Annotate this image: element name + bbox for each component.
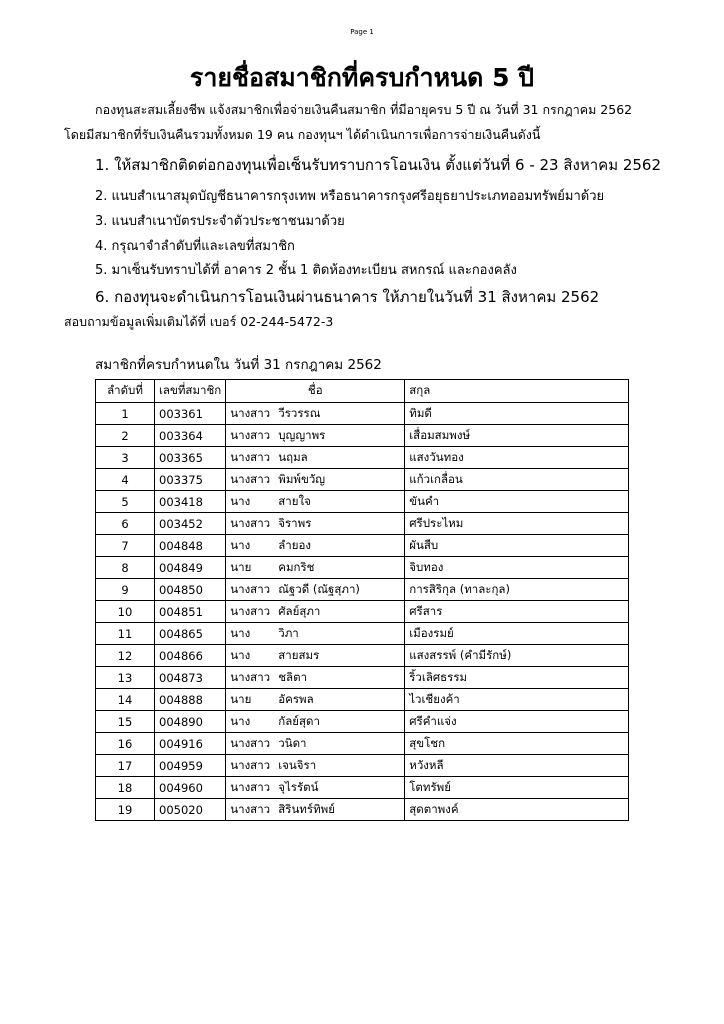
row-surname: ไวเชียงค้า (405, 689, 629, 711)
row-surname: แสงวันทอง (405, 447, 629, 469)
row-surname: การสิริกุล (ทาละกุล) (405, 579, 629, 601)
table-row (96, 711, 629, 733)
table-row (96, 491, 629, 513)
row-surname: ทิมดี (405, 403, 629, 425)
row-name: ชลิตา (274, 667, 405, 689)
row-order: 13 (96, 667, 155, 689)
row-title: นางสาว (226, 469, 275, 491)
row-order: 17 (96, 755, 155, 777)
row-member-id: 004888 (155, 689, 226, 711)
table-subtitle: สมาชิกที่ครบกำหนดใน วันที่ 31 กรกฎาคม 2562 (95, 357, 382, 373)
row-name: จิราพร (274, 513, 405, 535)
row-name: นฤมล (274, 447, 405, 469)
row-surname: เสื่อมสมพงษ์ (405, 425, 629, 447)
row-surname: จิบทอง (405, 557, 629, 579)
row-title: นางสาว (226, 601, 275, 623)
row-name: ณัฐวดี (ณัฐสุภา) (274, 579, 405, 601)
header-surname: สกุล (405, 380, 629, 403)
table-row (96, 733, 629, 755)
row-title: นาย (226, 689, 275, 711)
row-surname: ผันสืบ (405, 535, 629, 557)
row-title: นางสาว (226, 425, 275, 447)
row-member-id: 005020 (155, 799, 226, 821)
row-surname: ขันคำ (405, 491, 629, 513)
table-row (96, 403, 629, 425)
row-surname: แก้วเกลื่อน (405, 469, 629, 491)
row-surname: ศรีคำแจ่ง (405, 711, 629, 733)
row-surname: ศรีสาร (405, 601, 629, 623)
table-row (96, 777, 629, 799)
row-surname: สุดตาพงค์ (405, 799, 629, 821)
row-name: จุไรรัตน์ (274, 777, 405, 799)
row-name: พิมพ์ขวัญ (274, 469, 405, 491)
instruction-item-2: 2. แนบสำเนาสมุดบัญชีธนาคารกรุงเทพ หรือธนาคารกรุงศรีอยุธยาประเภทออมทรัพย์มาด้วย (95, 189, 605, 204)
row-surname: เมืองรมย์ (405, 623, 629, 645)
row-title: นาง (226, 711, 275, 733)
row-title: นางสาว (226, 667, 275, 689)
row-name: อัครพล (274, 689, 405, 711)
row-title: นาง (226, 491, 275, 513)
row-order: 1 (96, 403, 155, 425)
row-title: นางสาว (226, 447, 275, 469)
row-member-id: 004873 (155, 667, 226, 689)
instruction-item-3: 3. แนบสำเนาบัตรประจำตัวประชาชนมาด้วย (95, 214, 345, 229)
table-row (96, 425, 629, 447)
contact-line: สอบถามข้อมูลเพิ่มเติมได้ที่ เบอร์ 02-244-5472-3 (64, 314, 334, 329)
row-order: 11 (96, 623, 155, 645)
table-row (96, 557, 629, 579)
table-body (96, 403, 629, 821)
table-row (96, 623, 629, 645)
row-order: 3 (96, 447, 155, 469)
row-surname: โตทรัพย์ (405, 777, 629, 799)
row-order: 6 (96, 513, 155, 535)
row-order: 5 (96, 491, 155, 513)
row-name: ลำยอง (274, 535, 405, 557)
row-member-id: 004959 (155, 755, 226, 777)
header-order: ลำดับที่ (96, 380, 155, 403)
intro-line-2: โดยมีสมาชิกที่รับเงินคืนรวมทั้งหมด 19 คน กองทุนฯ ได้ดำเนินการเพื่อการจ่ายเงินคืนดังนี้ (64, 127, 541, 142)
table-row (96, 535, 629, 557)
row-title: นางสาว (226, 403, 275, 425)
row-title: นางสาว (226, 755, 275, 777)
row-name: คมกริช (274, 557, 405, 579)
row-title: นาง (226, 645, 275, 667)
row-order: 14 (96, 689, 155, 711)
row-member-id: 004851 (155, 601, 226, 623)
row-member-id: 004850 (155, 579, 226, 601)
row-member-id: 003375 (155, 469, 226, 491)
row-name: วีรวรรณ (274, 403, 405, 425)
row-member-id: 004890 (155, 711, 226, 733)
row-member-id: 004916 (155, 733, 226, 755)
header-member-id: เลขที่สมาชิก (155, 380, 226, 403)
row-name: วิภา (274, 623, 405, 645)
row-surname: ศรีประไหม (405, 513, 629, 535)
row-member-id: 003364 (155, 425, 226, 447)
row-member-id: 003365 (155, 447, 226, 469)
row-title: นางสาว (226, 579, 275, 601)
row-order: 19 (96, 799, 155, 821)
row-name: สายสมร (274, 645, 405, 667)
row-order: 18 (96, 777, 155, 799)
header-name: ชื่อ (226, 380, 405, 403)
row-title: นางสาว (226, 513, 275, 535)
row-name: เจนจิรา (274, 755, 405, 777)
table-row (96, 513, 629, 535)
row-member-id: 004866 (155, 645, 226, 667)
table-row (96, 799, 629, 821)
row-order: 4 (96, 469, 155, 491)
members-table (95, 379, 629, 821)
row-name: วนิดา (274, 733, 405, 755)
row-member-id: 004960 (155, 777, 226, 799)
row-order: 10 (96, 601, 155, 623)
row-title: นาง (226, 623, 275, 645)
table-row (96, 645, 629, 667)
table-row (96, 601, 629, 623)
row-title: นางสาว (226, 733, 275, 755)
row-surname: สุขโชก (405, 733, 629, 755)
row-order: 16 (96, 733, 155, 755)
row-order: 9 (96, 579, 155, 601)
row-name: กัลย์สุดา (274, 711, 405, 733)
row-surname: ริ้วเลิศธรรม (405, 667, 629, 689)
document-title: รายชื่อสมาชิกที่ครบกำหนด 5 ปี (189, 63, 535, 92)
table-row (96, 755, 629, 777)
row-name: สิรินทร์ทิพย์ (274, 799, 405, 821)
row-surname: หวังหลี (405, 755, 629, 777)
row-name: บุญญาพร (274, 425, 405, 447)
row-order: 8 (96, 557, 155, 579)
row-order: 2 (96, 425, 155, 447)
row-title: นาง (226, 535, 275, 557)
row-member-id: 004849 (155, 557, 226, 579)
row-member-id: 004848 (155, 535, 226, 557)
row-order: 12 (96, 645, 155, 667)
instruction-item-1: 1. ให้สมาชิกติดต่อกองทุนเพื่อเซ็นรับทราบการโอนเงิน ตั้งแต่วันที่ 6 - 23 สิงหาคม 2562 (95, 156, 662, 174)
instruction-item-6: 6. กองทุนจะดำเนินการโอนเงินผ่านธนาคาร ให้ภายในวันที่ 31 สิงหาคม 2562 (95, 288, 600, 306)
row-order: 15 (96, 711, 155, 733)
intro-line-1: กองทุนสะสมเลี้ยงชีพ แจ้งสมาชิกเพื่อจ่ายเงินคืนสมาชิก ที่มีอายุครบ 5 ปี ณ วันที่ 31 กรกฎาคม 2562 (95, 102, 633, 117)
table-row (96, 447, 629, 469)
table-row (96, 469, 629, 491)
instruction-item-5: 5. มาเซ็นรับทราบได้ที่ อาคาร 2 ชั้น 1 ติดห้องทะเบียน สหกรณ์ และกองคลัง (95, 263, 517, 278)
instruction-item-4: 4. กรุณาจำลำดับที่และเลขที่สมาชิก (95, 239, 295, 254)
row-member-id: 003452 (155, 513, 226, 535)
row-title: นางสาว (226, 799, 275, 821)
row-surname: แสงสรรพ์ (คำมีรักษ์) (405, 645, 629, 667)
table-row (96, 667, 629, 689)
row-name: สายใจ (274, 491, 405, 513)
table-row (96, 689, 629, 711)
row-order: 7 (96, 535, 155, 557)
table-row (96, 579, 629, 601)
row-member-id: 004865 (155, 623, 226, 645)
row-title: นาย (226, 557, 275, 579)
table-header-row (96, 380, 629, 403)
page-number: Page 1 (350, 28, 374, 36)
row-title: นางสาว (226, 777, 275, 799)
row-member-id: 003361 (155, 403, 226, 425)
row-name: ศัลย์สุภา (274, 601, 405, 623)
row-member-id: 003418 (155, 491, 226, 513)
